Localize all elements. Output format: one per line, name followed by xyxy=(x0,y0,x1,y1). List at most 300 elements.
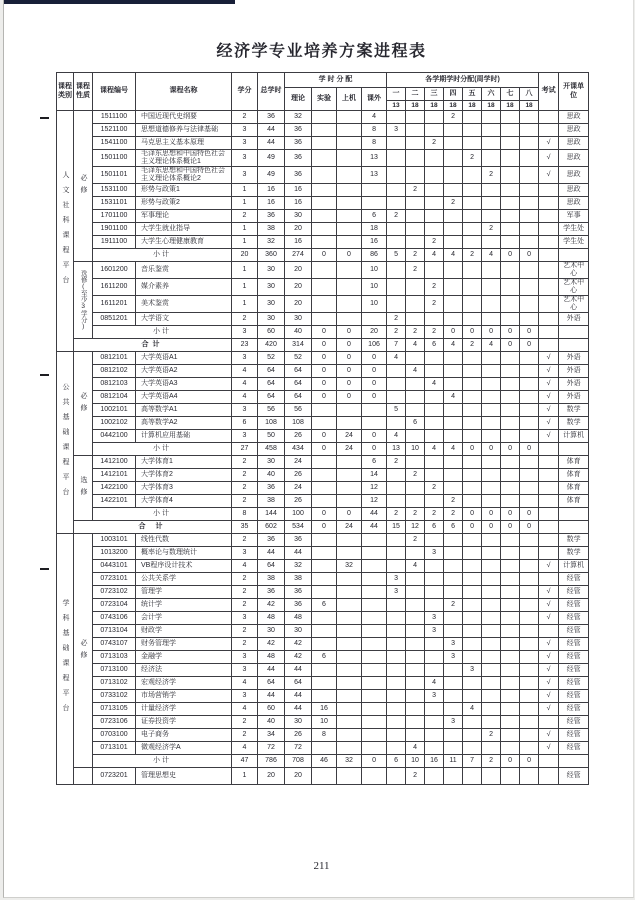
cell-credits: 3 xyxy=(232,664,258,677)
cell-subtotal-label: 小计 xyxy=(93,508,232,521)
cell-semester-8 xyxy=(520,378,539,391)
cell-semester-6 xyxy=(482,404,501,417)
cell-semester-3: 4 xyxy=(425,677,444,690)
cell-offering-unit: 学生处 xyxy=(559,236,589,249)
cell-semester-5 xyxy=(463,167,482,184)
cell-credits: 4 xyxy=(232,742,258,755)
cell-semester-6 xyxy=(482,197,501,210)
cell-exam-check: √ xyxy=(539,703,559,716)
cell-experiment-hours: 0 xyxy=(312,443,337,456)
cell-credits: 3 xyxy=(232,651,258,664)
subtotal-row xyxy=(57,443,589,456)
cell-credits: 1 xyxy=(232,768,258,785)
cell-theory-hours: 44 xyxy=(285,690,312,703)
cell-semester-1 xyxy=(387,716,406,729)
section-total-row xyxy=(57,521,589,534)
cell-theory-hours: 72 xyxy=(285,742,312,755)
cell-semester-3: 2 xyxy=(425,326,444,339)
cell-course-name: 军事理论 xyxy=(136,210,232,223)
cell-semester-3 xyxy=(425,534,444,547)
cell-semester-5 xyxy=(463,378,482,391)
cell-subtotal-label: 小计 xyxy=(93,326,232,339)
scan-artifact-tick xyxy=(40,374,49,376)
cell-semester-3 xyxy=(425,167,444,184)
cell-exam-check: √ xyxy=(539,651,559,664)
header-semester-col: 五 xyxy=(463,88,482,101)
cell-semester-7 xyxy=(501,417,520,430)
cell-extracurricular-hours xyxy=(362,729,387,742)
cell-course-code: 0733102 xyxy=(93,690,136,703)
cell-semester-6: 2 xyxy=(482,223,501,236)
cell-semester-2 xyxy=(406,197,425,210)
cell-semester-3: 2 xyxy=(425,482,444,495)
cell-theory-hours: 64 xyxy=(285,391,312,404)
cell-course-code: 1003101 xyxy=(93,534,136,547)
course-row xyxy=(57,469,589,482)
cell-credits: 47 xyxy=(232,755,258,768)
cell-semester-8 xyxy=(520,690,539,703)
cell-credits: 4 xyxy=(232,703,258,716)
cell-semester-8 xyxy=(520,430,539,443)
cell-extracurricular-hours xyxy=(362,560,387,573)
cell-credits: 2 xyxy=(232,495,258,508)
cell-experiment-hours xyxy=(312,456,337,469)
cell-course-name: 毛泽东思想和中国特色社会主义理论体系概论1 xyxy=(136,150,232,167)
cell-semester-7: 0 xyxy=(501,339,520,352)
cell-semester-7 xyxy=(501,573,520,586)
cell-semester-8 xyxy=(520,768,539,785)
cell-offering-unit: 经管 xyxy=(559,651,589,664)
scan-artifact-tick xyxy=(40,117,49,119)
header-course-code: 课程编号 xyxy=(93,73,136,111)
cell-exam-check: √ xyxy=(539,586,559,599)
cell-experiment-hours: 0 xyxy=(312,378,337,391)
cell-semester-5 xyxy=(463,547,482,560)
course-row xyxy=(57,573,589,586)
cell-semester-8 xyxy=(520,197,539,210)
cell-computer-hours xyxy=(337,236,362,249)
cell-semester-4: 2 xyxy=(444,495,463,508)
cell-total-hours: 16 xyxy=(258,197,285,210)
cell-course-name: 马克思主义基本原理 xyxy=(136,137,232,150)
cell-credits: 2 xyxy=(232,313,258,326)
cell-semester-5 xyxy=(463,391,482,404)
cell-extracurricular-hours xyxy=(362,716,387,729)
cell-semester-1 xyxy=(387,703,406,716)
cell-total-hours: 36 xyxy=(258,586,285,599)
cell-computer-hours xyxy=(337,573,362,586)
cell-computer-hours xyxy=(337,651,362,664)
cell-semester-6 xyxy=(482,469,501,482)
cell-semester-3 xyxy=(425,197,444,210)
cell-credits: 2 xyxy=(232,210,258,223)
cell-semester-6 xyxy=(482,391,501,404)
cell-semester-6 xyxy=(482,482,501,495)
cell-semester-6 xyxy=(482,742,501,755)
header-semester-col: 一 xyxy=(387,88,406,101)
cell-credits: 3 xyxy=(232,352,258,365)
cell-semester-4: 2 xyxy=(444,508,463,521)
cell-course-code: 1901100 xyxy=(93,223,136,236)
cell-credits: 2 xyxy=(232,534,258,547)
cell-semester-3 xyxy=(425,664,444,677)
cell-offering-unit: 数学 xyxy=(559,534,589,547)
cell-semester-8 xyxy=(520,625,539,638)
cell-course-code: 0812104 xyxy=(93,391,136,404)
cell-semester-4 xyxy=(444,352,463,365)
cell-theory-hours: 26 xyxy=(285,430,312,443)
cell-semester-5 xyxy=(463,482,482,495)
cell-course-name: 大学体育3 xyxy=(136,482,232,495)
cell-semester-6 xyxy=(482,430,501,443)
cell-semester-5 xyxy=(463,625,482,638)
cell-credits: 3 xyxy=(232,404,258,417)
cell-semester-1 xyxy=(387,495,406,508)
cell-semester-3 xyxy=(425,124,444,137)
course-row xyxy=(57,404,589,417)
cell-credits: 3 xyxy=(232,150,258,167)
cell-credits: 2 xyxy=(232,482,258,495)
cell-extracurricular-hours: 10 xyxy=(362,262,387,279)
cell-semester-3: 16 xyxy=(425,755,444,768)
cell-semester-8 xyxy=(520,586,539,599)
cell-theory-hours: 30 xyxy=(285,210,312,223)
cell-semester-3: 2 xyxy=(425,236,444,249)
cell-semester-2: 2 xyxy=(406,534,425,547)
cell-course-name: 高等数学A1 xyxy=(136,404,232,417)
cell-exam-check: √ xyxy=(539,378,559,391)
cell-semester-2 xyxy=(406,703,425,716)
cell-semester-6 xyxy=(482,612,501,625)
header-hour-alloc-col: 课外 xyxy=(362,88,387,111)
course-row xyxy=(57,184,589,197)
cell-exam-check xyxy=(539,716,559,729)
cell-credits: 1 xyxy=(232,262,258,279)
cell-theory-hours: 708 xyxy=(285,755,312,768)
cell-offering-unit: 思政 xyxy=(559,137,589,150)
cell-course-nature xyxy=(74,768,93,785)
cell-theory-hours: 24 xyxy=(285,456,312,469)
cell-semester-8 xyxy=(520,150,539,167)
course-row xyxy=(57,534,589,547)
cell-credits: 4 xyxy=(232,365,258,378)
cell-total-hours: 64 xyxy=(258,677,285,690)
cell-total-hours: 44 xyxy=(258,664,285,677)
cell-semester-5 xyxy=(463,690,482,703)
cell-semester-1 xyxy=(387,111,406,124)
cell-experiment-hours: 16 xyxy=(312,703,337,716)
cell-exam-check xyxy=(539,326,559,339)
cell-semester-8 xyxy=(520,456,539,469)
cell-semester-7 xyxy=(501,210,520,223)
cell-extracurricular-hours xyxy=(362,404,387,417)
cell-experiment-hours xyxy=(312,137,337,150)
cell-theory-hours: 100 xyxy=(285,508,312,521)
cell-semester-6 xyxy=(482,547,501,560)
cell-semester-6 xyxy=(482,768,501,785)
cell-exam-check: √ xyxy=(539,137,559,150)
cell-semester-7: 0 xyxy=(501,755,520,768)
cell-extracurricular-hours: 8 xyxy=(362,137,387,150)
cell-extracurricular-hours: 0 xyxy=(362,430,387,443)
cell-course-name: 形势与政策1 xyxy=(136,184,232,197)
cell-course-name: 管理思想史 xyxy=(136,768,232,785)
cell-theory-hours: 20 xyxy=(285,768,312,785)
cell-semester-1: 4 xyxy=(387,352,406,365)
cell-semester-6 xyxy=(482,651,501,664)
cell-course-nature: 必修 xyxy=(74,352,93,456)
cell-credits: 20 xyxy=(232,249,258,262)
cell-semester-2: 4 xyxy=(406,742,425,755)
cell-semester-4 xyxy=(444,313,463,326)
cell-computer-hours: 0 xyxy=(337,249,362,262)
cell-semester-5: 4 xyxy=(463,703,482,716)
cell-semester-4 xyxy=(444,210,463,223)
cell-theory-hours: 48 xyxy=(285,612,312,625)
cell-computer-hours xyxy=(337,677,362,690)
cell-semester-1: 2 xyxy=(387,210,406,223)
cell-semester-2: 2 xyxy=(406,508,425,521)
cell-semester-5 xyxy=(463,495,482,508)
cell-extracurricular-hours: 44 xyxy=(362,508,387,521)
cell-semester-7 xyxy=(501,124,520,137)
cell-semester-8 xyxy=(520,124,539,137)
cell-offering-unit: 经管 xyxy=(559,716,589,729)
cell-semester-2 xyxy=(406,236,425,249)
cell-theory-hours: 44 xyxy=(285,547,312,560)
cell-semester-1 xyxy=(387,768,406,785)
cell-total-hours: 34 xyxy=(258,729,285,742)
cell-semester-1: 6 xyxy=(387,755,406,768)
cell-experiment-hours xyxy=(312,279,337,296)
cell-semester-2 xyxy=(406,625,425,638)
cell-offering-unit: 数学 xyxy=(559,417,589,430)
cell-semester-4: 3 xyxy=(444,638,463,651)
cell-semester-2: 4 xyxy=(406,339,425,352)
cell-semester-5: 2 xyxy=(463,339,482,352)
cell-theory-hours: 36 xyxy=(285,124,312,137)
cell-semester-5 xyxy=(463,768,482,785)
cell-semester-6 xyxy=(482,716,501,729)
cell-experiment-hours xyxy=(312,560,337,573)
cell-computer-hours: 24 xyxy=(337,430,362,443)
course-row xyxy=(57,167,589,184)
cell-computer-hours xyxy=(337,137,362,150)
cell-experiment-hours xyxy=(312,404,337,417)
course-row xyxy=(57,417,589,430)
cell-experiment-hours xyxy=(312,296,337,313)
cell-course-name: 中国近现代史纲要 xyxy=(136,111,232,124)
header-hour-alloc-col: 实验 xyxy=(312,88,337,111)
cell-offering-unit: 计算机 xyxy=(559,430,589,443)
cell-total-hours: 30 xyxy=(258,456,285,469)
cell-total-hours: 42 xyxy=(258,638,285,651)
cell-semester-2 xyxy=(406,573,425,586)
cell-semester-8 xyxy=(520,352,539,365)
cell-experiment-hours xyxy=(312,612,337,625)
cell-extracurricular-hours xyxy=(362,313,387,326)
cell-semester-5 xyxy=(463,534,482,547)
cell-semester-3 xyxy=(425,210,444,223)
cell-semester-6 xyxy=(482,560,501,573)
cell-semester-2 xyxy=(406,599,425,612)
cell-offering-unit: 外语 xyxy=(559,378,589,391)
scanned-page xyxy=(3,0,634,898)
cell-semester-8 xyxy=(520,279,539,296)
cell-experiment-hours: 8 xyxy=(312,729,337,742)
cell-computer-hours xyxy=(337,534,362,547)
cell-semester-5: 7 xyxy=(463,755,482,768)
cell-extracurricular-hours xyxy=(362,742,387,755)
cell-course-code: 1611201 xyxy=(93,296,136,313)
cell-total-hours: 36 xyxy=(258,210,285,223)
cell-semester-4 xyxy=(444,742,463,755)
course-row xyxy=(57,365,589,378)
cell-theory-hours: 26 xyxy=(285,469,312,482)
cell-total-hours: 786 xyxy=(258,755,285,768)
cell-computer-hours: 0 xyxy=(337,352,362,365)
cell-course-name: 高等数学A2 xyxy=(136,417,232,430)
header-course-nature: 课程性质 xyxy=(74,73,93,111)
cell-experiment-hours xyxy=(312,677,337,690)
cell-semester-3: 2 xyxy=(425,137,444,150)
cell-offering-unit: 经管 xyxy=(559,638,589,651)
cell-total-hours: 42 xyxy=(258,599,285,612)
cell-computer-hours: 24 xyxy=(337,443,362,456)
cell-theory-hours: 44 xyxy=(285,664,312,677)
cell-semester-7: 0 xyxy=(501,326,520,339)
cell-theory-hours: 42 xyxy=(285,651,312,664)
cell-exam-check: √ xyxy=(539,742,559,755)
cell-computer-hours xyxy=(337,223,362,236)
cell-credits: 1 xyxy=(232,197,258,210)
cell-semester-4: 3 xyxy=(444,651,463,664)
table-header xyxy=(57,73,589,111)
cell-exam-check: √ xyxy=(539,729,559,742)
cell-experiment-hours: 10 xyxy=(312,716,337,729)
cell-offering-unit: 思政 xyxy=(559,197,589,210)
cell-credits: 4 xyxy=(232,677,258,690)
cell-semester-3 xyxy=(425,768,444,785)
cell-theory-hours: 64 xyxy=(285,365,312,378)
cell-semester-1 xyxy=(387,690,406,703)
cell-experiment-hours xyxy=(312,625,337,638)
cell-offering-unit: 经管 xyxy=(559,690,589,703)
cell-theory-hours: 52 xyxy=(285,352,312,365)
cell-extracurricular-hours: 86 xyxy=(362,249,387,262)
cell-semester-8 xyxy=(520,651,539,664)
cell-theory-hours: 20 xyxy=(285,223,312,236)
cell-credits: 2 xyxy=(232,638,258,651)
cell-semester-4 xyxy=(444,296,463,313)
cell-semester-3: 4 xyxy=(425,249,444,262)
cell-semester-5 xyxy=(463,612,482,625)
cell-semester-2 xyxy=(406,677,425,690)
cell-computer-hours: 0 xyxy=(337,391,362,404)
cell-computer-hours: 32 xyxy=(337,755,362,768)
cell-experiment-hours xyxy=(312,495,337,508)
cell-offering-unit xyxy=(559,326,589,339)
cell-experiment-hours xyxy=(312,482,337,495)
cell-semester-4 xyxy=(444,547,463,560)
cell-semester-5 xyxy=(463,430,482,443)
cell-semester-4 xyxy=(444,262,463,279)
cell-total-hours: 49 xyxy=(258,150,285,167)
cell-exam-check: √ xyxy=(539,391,559,404)
cell-course-name: 概率论与数理统计 xyxy=(136,547,232,560)
cell-course-nature: 选修 xyxy=(74,456,93,521)
cell-semester-5 xyxy=(463,223,482,236)
cell-semester-6 xyxy=(482,495,501,508)
cell-credits: 2 xyxy=(232,599,258,612)
cell-semester-4 xyxy=(444,378,463,391)
cell-semester-1: 2 xyxy=(387,326,406,339)
header-semester-weeks: 18 xyxy=(463,101,482,111)
cell-semester-6 xyxy=(482,210,501,223)
cell-computer-hours xyxy=(337,729,362,742)
cell-semester-1 xyxy=(387,612,406,625)
cell-offering-unit: 外语 xyxy=(559,313,589,326)
cell-total-hours: 458 xyxy=(258,443,285,456)
cell-course-code: 0713104 xyxy=(93,625,136,638)
cell-semester-3 xyxy=(425,651,444,664)
cell-theory-hours: 24 xyxy=(285,482,312,495)
cell-experiment-hours xyxy=(312,262,337,279)
cell-course-name: 大学体育2 xyxy=(136,469,232,482)
header-total-hours: 总学时 xyxy=(258,73,285,111)
cell-credits: 3 xyxy=(232,430,258,443)
cell-course-code: 1531100 xyxy=(93,184,136,197)
cell-total-hours: 56 xyxy=(258,404,285,417)
cell-semester-5 xyxy=(463,137,482,150)
cell-semester-7: 0 xyxy=(501,249,520,262)
cell-theory-hours: 534 xyxy=(285,521,312,534)
cell-semester-4 xyxy=(444,236,463,249)
cell-semester-7: 0 xyxy=(501,508,520,521)
cell-computer-hours xyxy=(337,184,362,197)
cell-course-name: 财政学 xyxy=(136,625,232,638)
cell-semester-7: 0 xyxy=(501,521,520,534)
cell-offering-unit: 计算机 xyxy=(559,560,589,573)
cell-exam-check: √ xyxy=(539,417,559,430)
cell-semester-7 xyxy=(501,690,520,703)
cell-exam-check: √ xyxy=(539,167,559,184)
cell-experiment-hours xyxy=(312,742,337,755)
cell-semester-5 xyxy=(463,638,482,651)
cell-semester-7 xyxy=(501,197,520,210)
cell-course-code: 1422100 xyxy=(93,482,136,495)
cell-semester-3 xyxy=(425,352,444,365)
cell-exam-check xyxy=(539,469,559,482)
cell-semester-1 xyxy=(387,184,406,197)
cell-semester-3 xyxy=(425,417,444,430)
cell-semester-1 xyxy=(387,417,406,430)
course-row xyxy=(57,313,589,326)
cell-credits: 2 xyxy=(232,586,258,599)
cell-extracurricular-hours: 0 xyxy=(362,391,387,404)
table-body xyxy=(57,111,589,785)
cell-semester-2 xyxy=(406,404,425,417)
cell-theory-hours: 20 xyxy=(285,279,312,296)
course-row xyxy=(57,456,589,469)
page-title: 经济学专业培养方案进程表 xyxy=(216,43,427,60)
cell-semester-7 xyxy=(501,279,520,296)
cell-semester-1 xyxy=(387,742,406,755)
cell-offering-unit: 外语 xyxy=(559,352,589,365)
header-semester-weeks: 18 xyxy=(425,101,444,111)
cell-total-hours: 602 xyxy=(258,521,285,534)
cell-experiment-hours xyxy=(312,573,337,586)
